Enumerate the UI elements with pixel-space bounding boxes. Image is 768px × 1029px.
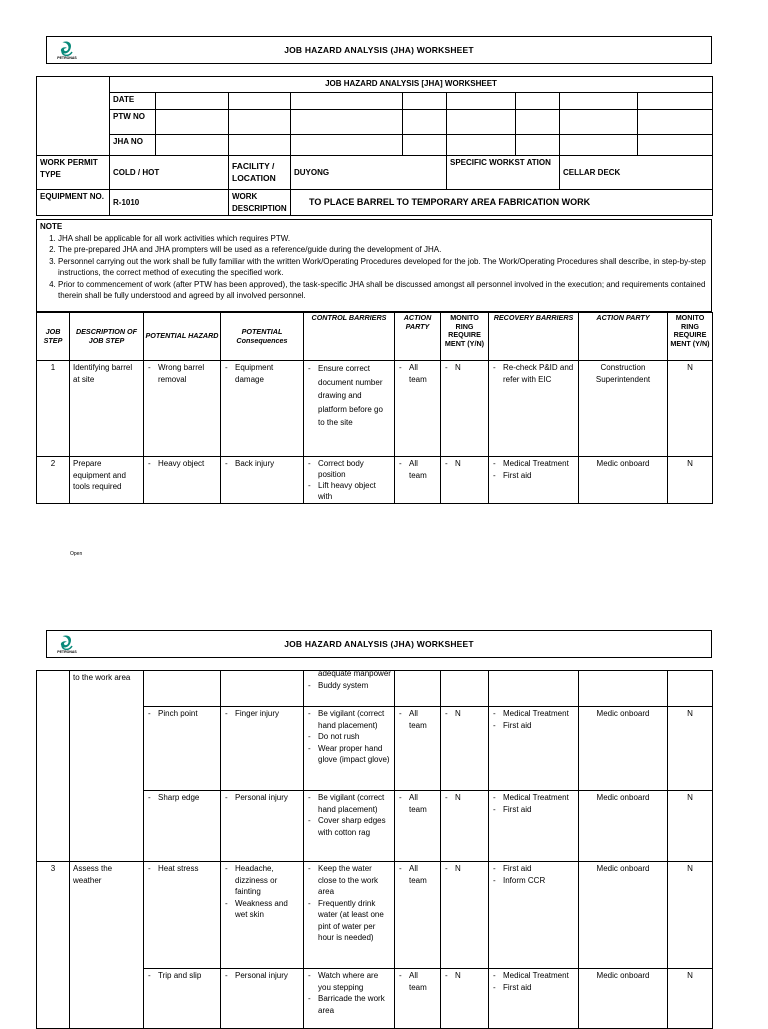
control-item: - Buddy system (307, 680, 391, 692)
recovery-item: - First aid (492, 720, 575, 732)
job-step-cell: 3 (37, 862, 70, 1029)
equipment-label: EQUIPMENT NO. (37, 190, 110, 216)
consequence-cell: - Back injury (224, 458, 300, 470)
recovery-monitoring-cell: N (668, 862, 713, 969)
workstation-value: CELLAR DECK (560, 156, 713, 190)
notes-list (40, 233, 708, 302)
col-job-step: JOB STEP (37, 313, 70, 361)
monitoring-cell: - N (444, 792, 485, 804)
recovery-party-cell: Medic onboard (579, 862, 668, 969)
page-header (46, 630, 712, 658)
col-hazard: POTENTIAL HAZARD (144, 313, 221, 361)
consequence-cell: - Equipment damage (224, 362, 300, 385)
control-item: - Be vigilant (correct hand placement) (307, 792, 391, 815)
action-party-cell: - All team (398, 458, 437, 481)
desc-value: TO PLACE BARREL TO TEMPORARY AREA FABRICATION WORK (291, 190, 713, 216)
page-header (46, 36, 712, 64)
col-recovery-barriers: RECOVERY BARRIERS (489, 313, 579, 361)
consequence-item: - Weakness and wet skin (224, 898, 300, 921)
date-label: DATE (110, 93, 156, 110)
col-control-barriers: CONTROL BARRIERS (304, 313, 395, 361)
col-monitoring-2: MONITO RING REQUIRE MENT (Y/N) (668, 313, 713, 361)
monitoring-cell: - N (444, 970, 485, 982)
blank-cell (37, 77, 110, 156)
control-item: - Frequently drink water (at least one pint of water per hour is needed) (307, 898, 391, 944)
col-action-party-2: ACTION PARTY (579, 313, 668, 361)
consequence-item: - Headache, dizziness or fainting (224, 863, 300, 898)
jha-table-page2 (36, 670, 713, 1029)
action-party-cell: - All team (398, 362, 437, 385)
description-cell: Prepare equipment and tools required (70, 457, 144, 504)
logo-text: PETRONAS (57, 56, 77, 60)
col-description: DESCRIPTION OF JOB STEP (70, 313, 144, 361)
control-item: - Cover sharp edges with cotton rag (307, 815, 391, 838)
control-item: - Watch where are you stepping (307, 970, 391, 993)
jha-label: JHA NO (110, 135, 156, 156)
control-item: - Wear proper hand glove (impact glove) (307, 743, 391, 766)
recovery-party-cell: Medic onboard (579, 457, 668, 504)
hazard-cell: - Sharp edge (147, 792, 217, 804)
col-action-party: ACTION PARTY (395, 313, 441, 361)
consequence-cell: - Personal injury (224, 970, 300, 982)
consequence-cell: - Finger injury (224, 708, 300, 720)
form-header-table (36, 76, 713, 216)
table-row (37, 862, 713, 969)
permit-label: WORK PERMIT TYPE (37, 156, 110, 190)
monitoring-cell: - N (444, 458, 485, 470)
desc-label: WORK DESCRIPTION (229, 190, 291, 216)
action-party-cell: - All team (398, 970, 437, 993)
monitoring-cell: - N (444, 362, 485, 374)
control-item: - Do not rush (307, 731, 391, 743)
permit-value: COLD / HOT (110, 156, 229, 190)
hazard-cell: - Pinch point (147, 708, 217, 720)
note-item: 2. The pre-prepared JHA and JHA prompters will be used as a reference/guide during the development of JHA. (58, 244, 708, 256)
control-item: - Be vigilant (correct hand placement) (307, 708, 391, 731)
table-row (37, 671, 713, 707)
consequence-cell: - Personal injury (224, 792, 300, 804)
notes-table (36, 219, 712, 312)
note-item: 1. JHA shall be applicable for all work activities which requires PTW. (58, 233, 708, 245)
table-row (37, 361, 713, 457)
note-item: 4. Prior to commencement of work (after PTW has been approved), the task-specific JHA shall be discussed amongst all personnel involved in the execution; and requirements contained therein shall be fully understood and agreed by all involved personnel. (58, 279, 708, 302)
action-party-cell: - All team (398, 863, 437, 886)
recovery-item: - First aid (492, 804, 575, 816)
facility-value: DUYONG (291, 156, 447, 190)
description-cell: Assess the weather (70, 862, 144, 1029)
recovery-party-cell: Medic onboard (579, 969, 668, 1029)
action-party-cell: - All team (398, 792, 437, 815)
control-item: - Ensure correct document number drawing and platform before go to the site (307, 362, 391, 430)
control-item: adequate manpower (318, 669, 391, 678)
job-step-cell: 2 (37, 457, 70, 504)
col-consequences: POTENTIAL Consequences (221, 313, 304, 361)
recovery-monitoring-cell: N (668, 457, 713, 504)
monitoring-cell: - N (444, 708, 485, 720)
recovery-item: - Re-check P&ID and refer with EIC (492, 362, 575, 385)
recovery-party-cell: Medic onboard (579, 707, 668, 791)
recovery-item: - First aid (492, 982, 575, 994)
page-title: JOB HAZARD ANALYSIS (JHA) WORKSHEET (284, 45, 474, 55)
recovery-item: - Medical Treatment (492, 970, 575, 982)
notes-cell (37, 220, 712, 312)
recovery-item: - Medical Treatment (492, 792, 575, 804)
recovery-monitoring-cell: N (668, 791, 713, 862)
note-item: 3. Personnel carrying out the work shall be fully familiar with the written Work/Operating Procedures developed for the job. The Work/Operating Procedures shall describe, in step-by-step instructions, the correct method of executing the specified work. (58, 256, 708, 279)
ptw-label: PTW NO (110, 110, 156, 135)
col-monitoring: MONITO RING REQUIRE MENT (Y/N) (441, 313, 489, 361)
control-item: - Lift heavy object with (307, 480, 391, 502)
facility-label: FACILITY / LOCATION (229, 156, 291, 190)
recovery-monitoring-cell: N (668, 969, 713, 1029)
recovery-party-cell: Medic onboard (579, 791, 668, 862)
notes-label: NOTE (40, 222, 63, 231)
description-cell: to the work area (70, 671, 144, 862)
recovery-item: - Inform CCR (492, 875, 575, 887)
equipment-value: R-1010 (110, 190, 229, 216)
recovery-monitoring-cell: N (668, 707, 713, 791)
control-item: - Correct body position (307, 458, 391, 480)
recovery-party-cell: Construction Superintendent (579, 361, 668, 457)
jha-table-page1 (36, 312, 713, 504)
description-cell: Identifying barrel at site (70, 361, 144, 457)
page-title: JOB HAZARD ANALYSIS (JHA) WORKSHEET (284, 639, 474, 649)
hazard-cell: - Heavy object (147, 458, 217, 470)
recovery-item: - First aid (492, 470, 575, 482)
table-row (37, 457, 713, 504)
hazard-cell: - Heat stress (147, 863, 217, 875)
recovery-item: - Medical Treatment (492, 458, 575, 470)
recovery-item: - Medical Treatment (492, 708, 575, 720)
logo-text: PETRONAS (57, 650, 77, 654)
recovery-monitoring-cell: N (668, 361, 713, 457)
workstation-label: SPECIFIC WORKST ATION (447, 156, 560, 190)
monitoring-cell: - N (444, 863, 485, 875)
hazard-cell: - Wrong barrel removal (147, 362, 217, 385)
action-party-cell: - All team (398, 708, 437, 731)
hazard-cell: - Trip and slip (147, 970, 217, 982)
job-step-cell: 1 (37, 361, 70, 457)
form-title: JOB HAZARD ANALYSIS [JHA] WORKSHEET (110, 77, 713, 93)
control-item: - Barricade the work area (307, 993, 391, 1016)
recovery-item: - First aid (492, 863, 575, 875)
control-item: - Keep the water close to the work area (307, 863, 391, 898)
classification-label: Open (70, 551, 83, 557)
